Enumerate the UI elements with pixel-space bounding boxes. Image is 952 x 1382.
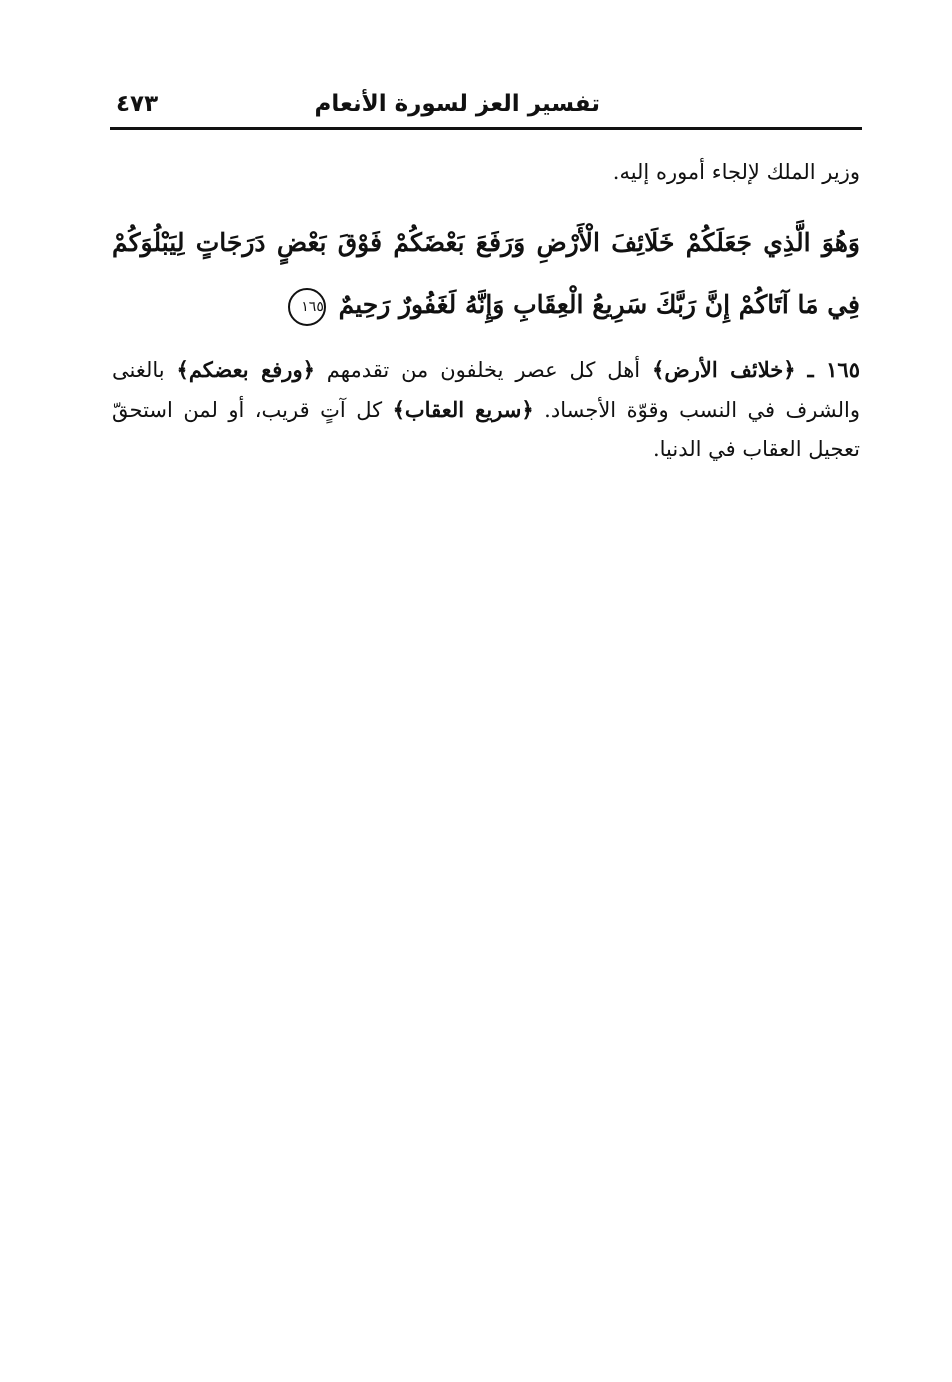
header-rule [110,127,862,130]
commentary-number: ١٦٥ ـ [807,357,860,382]
commentary-text: بالغنى والشرف في النسب وقوّة الأجساد. [112,358,860,422]
commentary-term: ﴿سريع العقاب﴾ [392,397,534,422]
page-header [110,86,862,126]
verse-text: وَهُوَ الَّذِي جَعَلَكُمْ خَلَائِفَ الْأَرْضِ وَرَفَعَ بَعْضَكُمْ فَوْقَ بَعْضٍ دَرَجَاتٍ لِيَبْلُوَكُمْ فِي مَا آتَاكُمْ إِنَّ رَبَّكَ سَرِيعُ الْعِقَابِ وَإِنَّهُ لَغَفُورٌ رَحِيمٌ [112,228,860,319]
continuation-line: وزير الملك لإلجاء أموره إليه. [612,160,860,184]
quran-verse [112,212,860,336]
commentary-text: أهل كل عصر يخلفون من تقدمهم [326,358,641,382]
commentary-term: ﴿ورفع بعضكم﴾ [176,357,315,382]
running-title: تفسير العز لسورة الأنعام [314,91,600,117]
verse-end-marker: ١٦٥ [288,288,326,326]
commentary-text: كل آتٍ قريب، أو لمن استحقّ تعجيل العقاب في الدنيا. [112,398,860,461]
commentary-paragraph [112,350,860,469]
commentary-term: ﴿خلائف الأرض﴾ [652,357,796,382]
page-number: ٤٧٣ [116,91,159,117]
